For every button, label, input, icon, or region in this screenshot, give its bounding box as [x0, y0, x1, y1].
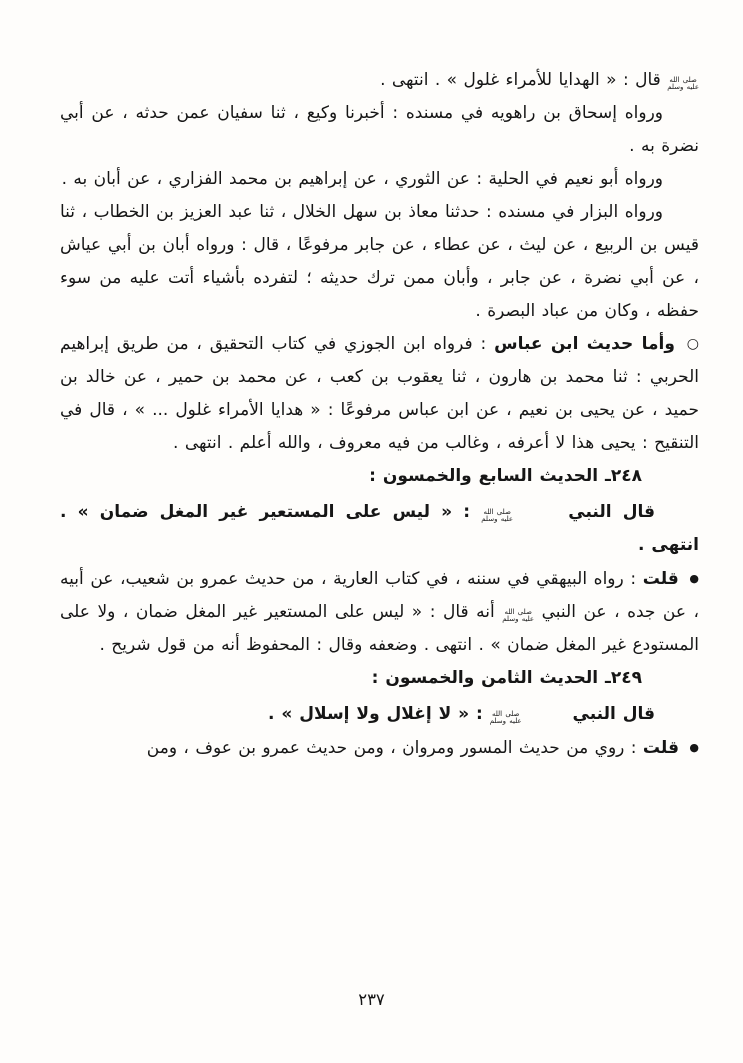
paragraph-al-bazzar: ورواه البزار في مسنده : حدثنا معاذ بن سهل الخلال ، ثنا عبد العزيز بن الخطاب ، ثنا قيس بن الربيع ، عن ليث ، عن عطاء ، عن جابر مرفوعًا ، قال : ورواه أبان بن أبي عياش ، عن أبي نضرة ، عن جابر ، وأبان ممن ترك حديثه ؛ لتفرده بأشياء أتت عليه من سوء حفظه ، وكان من عباد البصرة . — [60, 202, 699, 321]
honorific-line-2: عليه وسلم — [667, 83, 699, 91]
honorific-saw-icon — [502, 609, 534, 624]
heading-hadith-248: ٢٤٨ـ الحديث السابع والخمسون : — [369, 466, 642, 486]
paragraph-continuation — [60, 64, 699, 97]
paragraph-abu-nuaym: ورواه أبو نعيم في الحلية : عن الثوري ، عن إبراهيم بن محمد الفزاري ، عن أبان به . — [61, 169, 663, 189]
hadith-lead: قال النبي — [568, 502, 655, 522]
paragraph-qultu-249 — [60, 731, 699, 765]
paragraph-lead: قلت — [642, 569, 679, 589]
hadith-quote: : « ليس على المستعير غير المغل ضمان » . انتهى . — [60, 502, 699, 555]
open-circle-bullet: ○ — [686, 336, 699, 352]
honorific-line-2: عليه وسلم — [502, 615, 535, 623]
honorific-line-2: عليه وسلم — [489, 717, 522, 725]
honorific-line-1: صلى الله — [483, 507, 511, 516]
honorific-line-1: صلى الله — [504, 607, 532, 616]
honorific-saw-icon — [490, 711, 566, 726]
text-column — [60, 64, 699, 765]
paragraph-text: : روي من حديث المسور ومروان ، ومن حديث عمرو بن عوف ، ومن — [146, 738, 637, 758]
honorific-saw-icon — [667, 77, 699, 92]
honorific-line-1: صلى الله — [669, 75, 697, 84]
paragraph-ishaq-ibn-rahawayh: ورواه إسحاق بن راهويه في مسنده : أخبرنا وكيع ، ثنا سفيان عمن حدثه ، عن أبي نضرة به . — [60, 103, 699, 156]
paragraph-text: قال : « الهدايا للأمراء غلول » . انتهى . — [380, 70, 661, 90]
paragraph-qultu-248 — [60, 562, 699, 662]
filled-circle-bullet: ● — [689, 741, 699, 754]
page-number: ٢٣٧ — [358, 990, 385, 1009]
hadith-249-text — [60, 698, 699, 731]
heading-hadith-249: ٢٤٩ـ الحديث الثامن والخمسون : — [371, 668, 642, 688]
paragraph-lead: وأما حديث ابن عباس — [494, 334, 675, 354]
honorific-line-2: عليه وسلم — [481, 515, 514, 523]
hadith-quote: : « لا إغلال ولا إسلال » . — [268, 704, 483, 724]
honorific-line-1: صلى الله — [491, 709, 520, 718]
honorific-saw-icon — [481, 509, 557, 524]
paragraph-lead: قلت — [642, 738, 679, 758]
hadith-lead: قال النبي — [572, 704, 655, 724]
paragraph-text-before: : رواه البيهقي في سننه ، في كتاب العارية ، من حديث عمرو بن شعيب، عن أبيه ، عن جده ، عن النبي — [60, 569, 700, 622]
filled-circle-bullet: ● — [689, 572, 700, 585]
paragraph-text-after: أنه قال : « ليس على المستعير غير المغل ضمان ، ولا على المستودع غير المغل ضمان » . انتهى . وضعفه وقال : المحفوظ أنه من قول شريح . — [60, 602, 699, 655]
paragraph-text: : فرواه ابن الجوزي في كتاب التحقيق ، من طريق إبراهيم الحربي : ثنا محمد بن هارون ، ثنا يعقوب بن كعب ، عن محمد بن حمير ، عن خالد بن حميد ، عن يحيى بن نعيم ، عن ابن عباس مرفوعًا : « هدايا الأمراء غلول ... » ، قال في التنقيح : يحيى هذا لا أعرفه ، وغالب من فيه معروف ، والله أعلم . انتهى . — [60, 334, 699, 453]
paragraph-ibn-abbas — [60, 328, 699, 460]
hadith-248-text — [60, 496, 699, 562]
